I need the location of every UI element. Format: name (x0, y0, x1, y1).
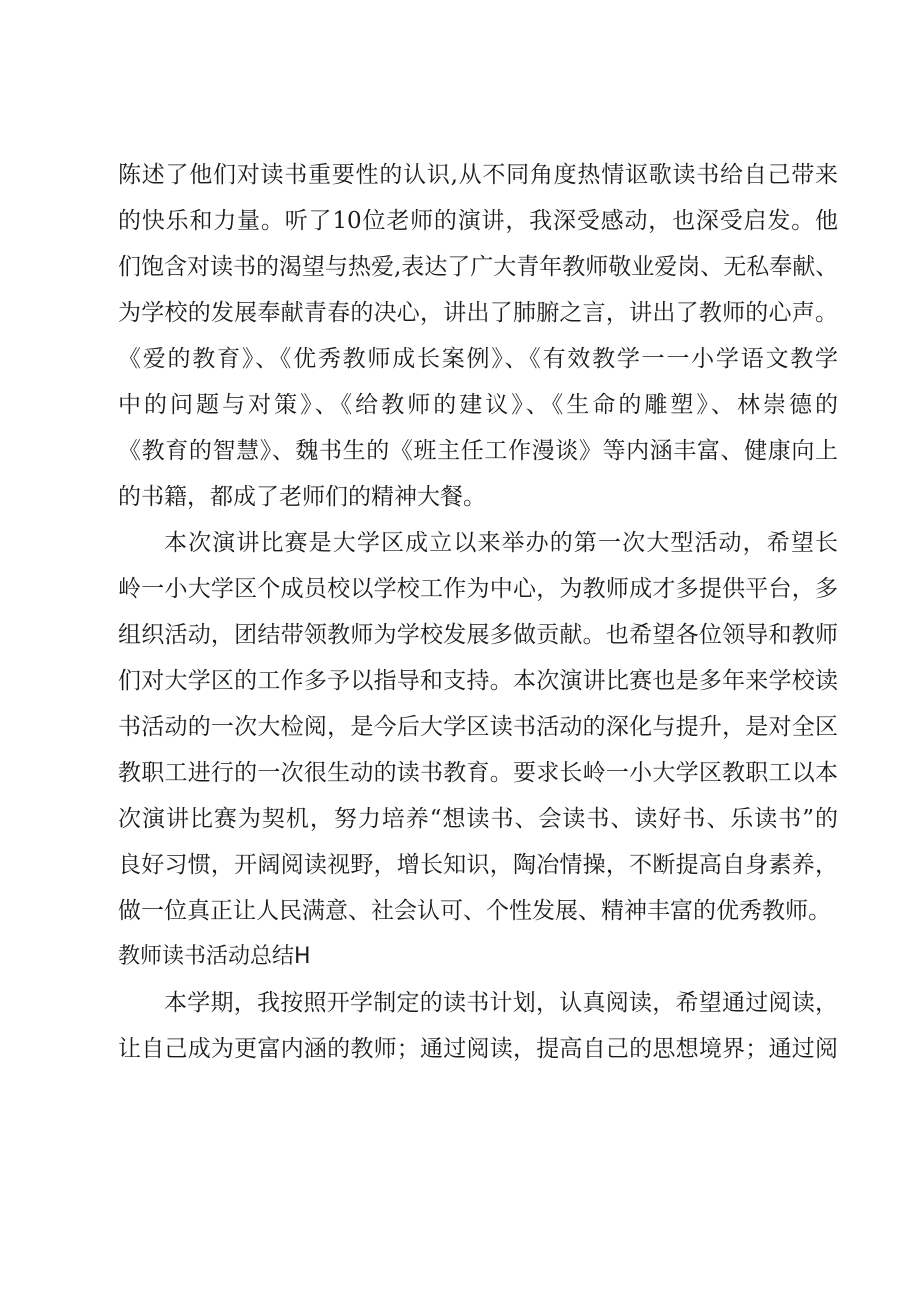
paragraph-3 (118, 980, 838, 1072)
text-line: 组织活动，团结带领教师为学校发展多做贡献。也希望各位领导和教师 (118, 622, 838, 648)
text-line: 的快乐和力量。听了10位老师的演讲，我深受感动，也深受启发。他 (118, 208, 838, 234)
text-line: 为学校的发展奉献青春的决心，讲出了肺腑之言，讲出了教师的心声。 (118, 300, 838, 326)
text-line: 们饱含对读书的渴望与热爱,表达了广大青年教师敬业爱岗、无私奉献、 (118, 254, 838, 280)
text-line: 本次演讲比赛是大学区成立以来举办的第一次大型活动，希望长 (164, 530, 838, 556)
section-heading: 教师读书活动总结H (118, 944, 311, 969)
text-line: 中的问题与对策》、《给教师的建议》、《生命的雕塑》、林崇德的 (118, 392, 838, 418)
paragraph-1 (118, 152, 838, 520)
text-line: 《教育的智慧》、魏书生的《班主任工作漫谈》等内涵丰富、健康向上 (118, 438, 838, 464)
text-line: 良好习惯，开阔阅读视野，增长知识，陶冶情操，不断提高自身素养， (118, 852, 838, 878)
text-line: 岭一小大学区个成员校以学校工作为中心，为教师成才多提供平台，多 (118, 576, 838, 602)
document-body (118, 152, 838, 1072)
text-line: 们对大学区的工作多予以指导和支持。本次演讲比赛也是多年来学校读 (118, 668, 838, 694)
text-line: 书活动的一次大检阅，是今后大学区读书活动的深化与提升，是对全区 (118, 714, 838, 740)
text-line: 本学期，我按照开学制定的读书计划，认真阅读，希望通过阅读， (164, 990, 838, 1016)
text-line: 《爱的教育》、《优秀教师成长案例》、《有效教学一一小学语文教学 (118, 346, 838, 372)
text-line: 陈述了他们对读书重要性的认识,从不同角度热情讴歌读书给自己带来 (118, 162, 838, 188)
text-line: 教职工进行的一次很生动的读书教育。要求长岭一小大学区教职工以本 (118, 760, 838, 786)
paragraph-2 (118, 520, 838, 934)
text-line: 让自己成为更富内涵的教师；通过阅读，提高自己的思想境界；通过阅 (118, 1036, 838, 1062)
text-line: 的书籍，都成了老师们的精神大餐。 (118, 484, 486, 510)
text-line: 次演讲比赛为契机，努力培养“想读书、会读书、读好书、乐读书”的 (118, 806, 838, 832)
text-line: 做一位真正让人民满意、社会认可、个性发展、精神丰富的优秀教师。 (118, 898, 831, 924)
